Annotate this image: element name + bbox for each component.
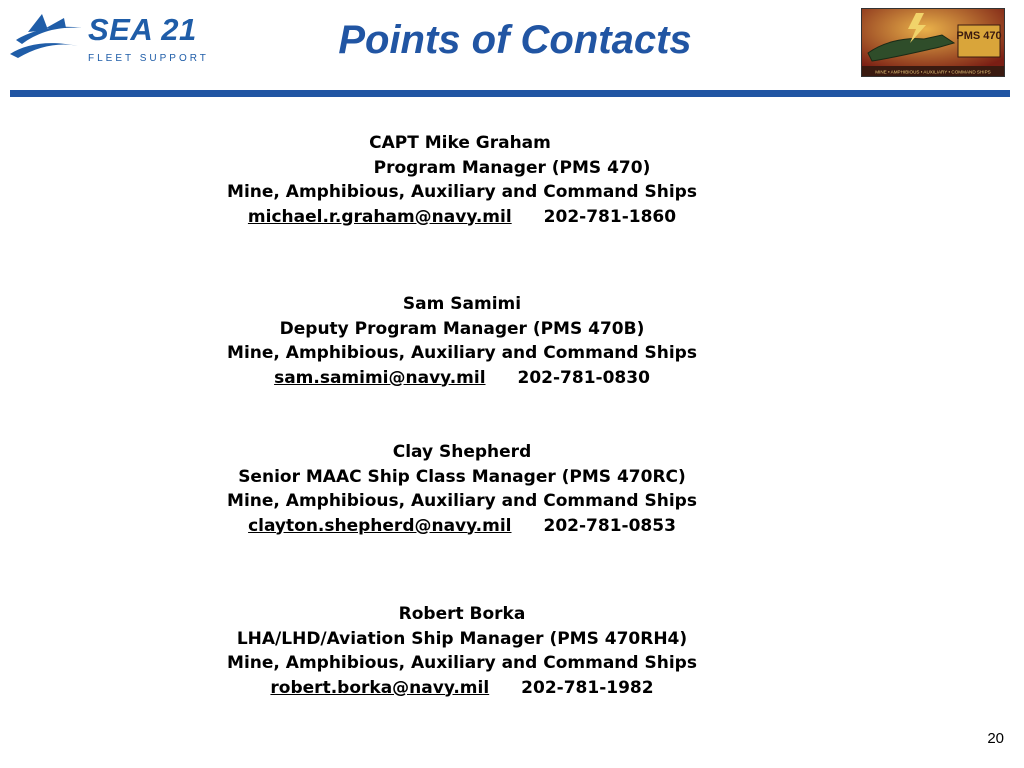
contact-name: Clay Shepherd <box>392 442 532 462</box>
pms470-badge <box>861 8 1005 77</box>
contact-role: Deputy Program Manager (PMS 470B) <box>279 318 645 339</box>
badge-subtitle: MINE • AMPHIBIOUS • AUXILIARY • COMMAND SHIPS <box>875 69 991 75</box>
contact-email-link[interactable]: sam.samimi@navy.mil <box>274 367 486 388</box>
logo-wordmark: SEA 21 <box>88 12 197 47</box>
contact-program: Mine, Amphibious, Auxiliary and Command Ships <box>227 182 697 202</box>
contact-email-link[interactable]: michael.r.graham@navy.mil <box>247 206 512 227</box>
contact-email-link[interactable]: clayton.shepherd@navy.mil <box>248 515 512 536</box>
sea21-logo <box>8 10 208 70</box>
contact-phone: 202-781-0830 <box>517 367 650 388</box>
contact-phone: 202-781-1860 <box>543 206 677 227</box>
contact-info <box>212 366 712 391</box>
badge-label: PMS 470 <box>956 30 1002 42</box>
contact-role: LHA/LHD/Aviation Ship Manager (PMS 470RH4) <box>236 628 688 649</box>
page-number: 20 <box>987 730 1004 747</box>
contact-name: CAPT Mike Graham <box>369 133 551 153</box>
title-divider <box>10 90 1010 97</box>
contact-card <box>212 131 712 229</box>
contact-role: Senior MAAC Ship Class Manager (PMS 470RC) <box>238 466 686 487</box>
page-title: Points of Contacts <box>338 18 692 62</box>
contact-card <box>212 440 712 538</box>
contact-card <box>212 602 712 700</box>
logo-tagline: FLEET SUPPORT <box>88 53 209 64</box>
contact-name: Robert Borka <box>398 604 526 624</box>
contact-phone: 202-781-1982 <box>521 677 654 698</box>
contact-program: Mine, Amphibious, Auxiliary and Command Ships <box>227 491 697 511</box>
ship-wave-icon <box>8 10 84 66</box>
contact-info <box>212 205 712 230</box>
contact-card <box>212 292 712 390</box>
contact-program: Mine, Amphibious, Auxiliary and Command Ships <box>227 653 697 673</box>
contact-email-link[interactable]: robert.borka@navy.mil <box>270 677 490 698</box>
contact-role: Program Manager (PMS 470) <box>373 157 651 178</box>
contact-info <box>212 514 712 539</box>
contact-info <box>212 676 712 701</box>
contact-name: Sam Samimi <box>402 294 522 314</box>
contact-phone: 202-781-0853 <box>543 515 676 536</box>
contact-program: Mine, Amphibious, Auxiliary and Command Ships <box>227 343 697 363</box>
